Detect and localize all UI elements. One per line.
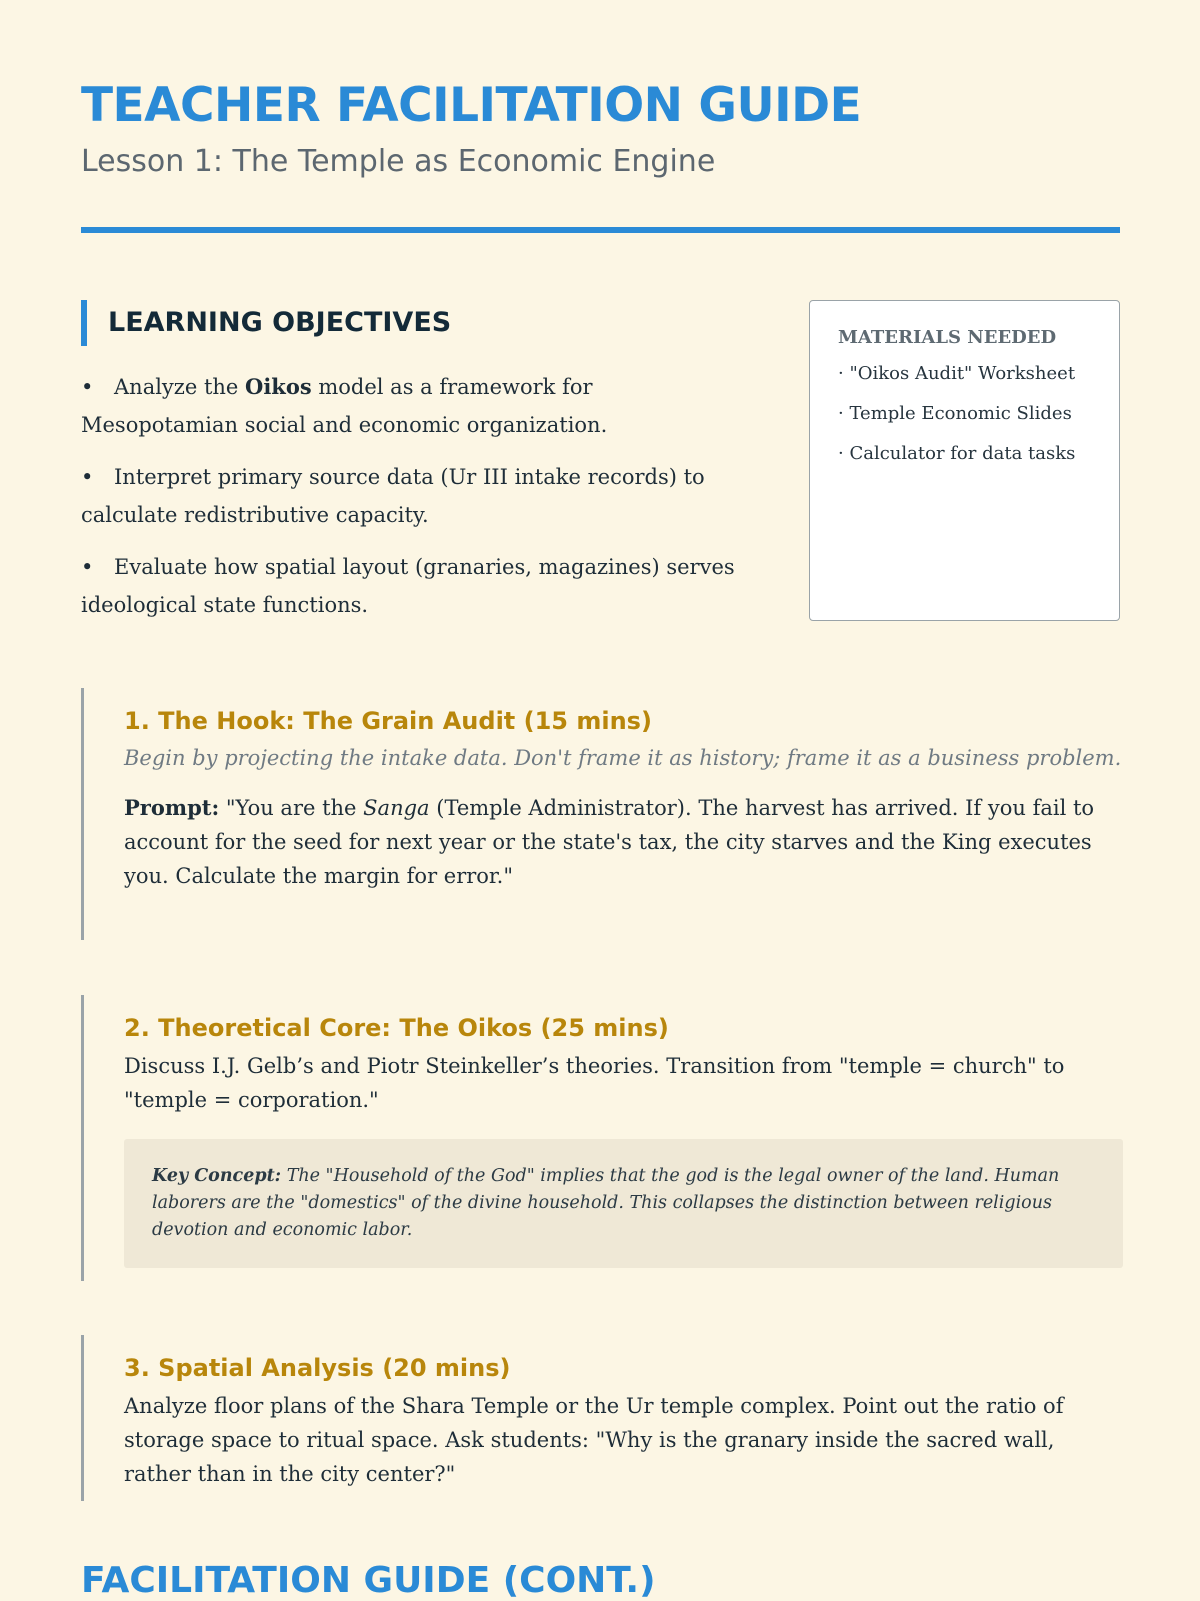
section-prompt: Prompt: "You are the Sanga (Temple Administrator). The harvest has arrived. If you fail to account for the seed for next year or the state's tax, the city starves and the King executes you. Calculate the margin for error." xyxy=(124,795,1095,888)
objective-item: • Evaluate how spatial layout (granaries, magazines) serves ideological state functions. xyxy=(81,548,741,624)
bullet-icon: • xyxy=(81,465,94,489)
objective-item: • Analyze the Oikos model as a framework for Mesopotamian social and economic organization. xyxy=(81,368,741,444)
materials-item: · Calculator for data tasks xyxy=(838,443,1076,464)
materials-box xyxy=(809,300,1120,621)
bullet-icon: • xyxy=(81,375,94,399)
bullet-icon: • xyxy=(81,555,94,579)
page-subtitle: Lesson 1: The Temple as Economic Engine xyxy=(81,144,716,179)
section-title: 1. The Hook: The Grain Audit (15 mins) xyxy=(124,707,652,735)
objective-item: • Interpret primary source data (Ur III intake records) to calculate redistributive capacity. xyxy=(81,458,741,534)
key-concept-callout: Key Concept: The "Household of the God" implies that the god is the legal owner of the land. Human laborers are the "domestics" of the divine household. This collapses the distinction between religious devotion and economic labor. xyxy=(124,1139,1123,1268)
objectives-heading: LEARNING OBJECTIVES xyxy=(81,300,451,346)
page-title: TEACHER FACILITATION GUIDE xyxy=(81,78,862,133)
section-title: 3. Spatial Analysis (20 mins) xyxy=(124,1354,511,1382)
objectives-list xyxy=(81,368,741,638)
section-hook xyxy=(81,688,1123,940)
next-page-heading: FACILITATION GUIDE (CONT.) xyxy=(81,1560,656,1601)
section-note: Begin by projecting the intake data. Don't frame it as history; frame it as a business problem. xyxy=(124,746,1122,770)
materials-title: MATERIALS NEEDED xyxy=(838,327,1057,348)
section-body: Analyze floor plans of the Shara Temple or the Ur temple complex. Point out the ratio of storage space to ritual space. Ask students: "Why is the granary inside the sacred wall, rather than in the city center?" xyxy=(124,1394,1064,1486)
section-title: 2. Theoretical Core: The Oikos (25 mins) xyxy=(124,1014,669,1042)
section-theory xyxy=(81,995,1123,1281)
materials-item: · Temple Economic Slides xyxy=(838,403,1072,424)
title-divider xyxy=(81,227,1120,233)
section-body: Discuss I.J. Gelb’s and Piotr Steinkeller’s theories. Transition from "temple = church" to "temple = corporation." xyxy=(124,1054,1065,1112)
materials-item: · "Oikos Audit" Worksheet xyxy=(838,363,1076,384)
section-spatial xyxy=(81,1335,1123,1501)
